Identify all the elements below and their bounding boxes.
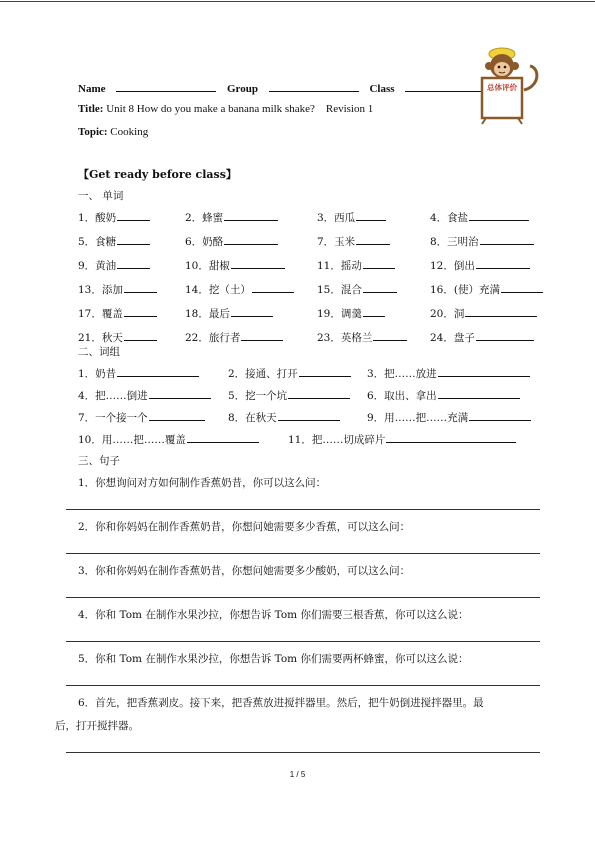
- question-text: 5．你和 Tom 在制作水果沙拉，你想告诉 Tom 你们需要两杯蜂蜜，你可以这么说：: [78, 653, 469, 665]
- vocab-item: [185, 330, 283, 345]
- question-6-line1: 6．首先，把香蕉剥皮。接下来，把香蕉放进搅拌器里。然后，把牛奶倒进搅拌器里。最: [78, 697, 484, 709]
- phrase-prompt: 7．一个接一个: [78, 412, 148, 424]
- monkey-evaluation-badge-icon: [472, 38, 542, 126]
- phrase-prompt: 3．把……放进: [367, 368, 437, 380]
- topic-value: Cooking: [110, 126, 149, 138]
- vocab-item: [78, 210, 150, 225]
- vocab-prompt: 9．黄油: [78, 260, 117, 272]
- vocab-prompt: 14．挖（土）: [185, 284, 251, 296]
- vocab-answer-blank[interactable]: [476, 258, 530, 269]
- vocab-prompt: 21．秋天: [78, 332, 123, 344]
- vocab-answer-blank[interactable]: [231, 306, 273, 317]
- vocab-item: [185, 282, 294, 297]
- vocab-prompt: 5．食糖: [78, 236, 117, 248]
- question-text: 1．你想询问对方如何制作香蕉奶昔，你可以这么问：: [78, 477, 327, 489]
- vocab-item: [430, 258, 530, 273]
- title-row: [78, 103, 373, 115]
- vocab-answer-blank[interactable]: [224, 234, 278, 245]
- group-field[interactable]: [269, 80, 359, 92]
- vocab-answer-blank[interactable]: [252, 282, 294, 293]
- answer-line[interactable]: [66, 641, 540, 642]
- answer-line-6[interactable]: [66, 752, 540, 753]
- phrase-item: [367, 366, 530, 381]
- vocab-prompt: 7．玉米: [317, 236, 356, 248]
- phrase-item: [367, 388, 520, 403]
- topic-row: [78, 126, 148, 138]
- phrase-item: [78, 432, 259, 447]
- phrase-answer-blank[interactable]: [117, 366, 199, 377]
- vocab-answer-blank[interactable]: [124, 306, 157, 317]
- answer-line[interactable]: [66, 685, 540, 686]
- phrase-answer-blank[interactable]: [149, 410, 205, 421]
- vocab-prompt: 12．倒出: [430, 260, 475, 272]
- phrase-prompt: 9．用……把……充满: [367, 412, 469, 424]
- vocab-answer-blank[interactable]: [465, 306, 537, 317]
- vocab-prompt: 19．调羹: [317, 308, 362, 320]
- vocab-answer-blank[interactable]: [356, 234, 390, 245]
- vocab-answer-blank[interactable]: [476, 330, 534, 341]
- vocab-answer-blank[interactable]: [373, 330, 407, 341]
- question-6-line2: 后，打开搅拌器。: [55, 720, 139, 732]
- top-border: [0, 1, 595, 2]
- vocab-item: [430, 234, 534, 249]
- phrase-answer-blank[interactable]: [288, 388, 350, 399]
- phrase-prompt: 5．挖一个坑: [228, 390, 288, 402]
- vocab-item: [317, 234, 390, 249]
- phrase-item: [228, 388, 350, 403]
- name-label: Name: [78, 83, 106, 95]
- vocab-item: [317, 330, 407, 345]
- part1-heading: 一、 单词: [78, 190, 124, 202]
- phrase-item: [78, 388, 211, 403]
- vocab-prompt: 17．覆盖: [78, 308, 123, 320]
- vocab-item: [78, 306, 157, 321]
- page-number: 1 / 5: [289, 770, 306, 779]
- vocab-item: [78, 258, 150, 273]
- vocab-item: [78, 282, 157, 297]
- phrase-answer-blank[interactable]: [149, 388, 211, 399]
- vocab-answer-blank[interactable]: [363, 306, 385, 317]
- vocab-item: [430, 210, 529, 225]
- vocab-item: [317, 258, 395, 273]
- phrase-item: [288, 432, 516, 447]
- vocab-item: [185, 306, 273, 321]
- part2-heading: 二、词组: [78, 346, 120, 358]
- vocab-answer-blank[interactable]: [124, 330, 157, 341]
- phrase-answer-blank[interactable]: [386, 432, 516, 443]
- group-label: Group: [227, 83, 258, 95]
- section-heading: 【Get ready before class】: [78, 168, 237, 181]
- question-text: 2．你和你妈妈在制作香蕉奶昔，你想问她需要多少香蕉，可以这么问：: [78, 521, 411, 533]
- phrase-prompt: 10．用……把……覆盖: [78, 434, 186, 446]
- vocab-item: [430, 282, 543, 297]
- phrase-item: [78, 410, 205, 425]
- vocab-prompt: 2．蜂蜜: [185, 212, 224, 224]
- vocab-prompt: 15．混合: [317, 284, 362, 296]
- vocab-prompt: 8．三明治: [430, 236, 479, 248]
- vocab-item: [78, 234, 150, 249]
- vocab-item: [78, 330, 157, 345]
- phrase-answer-blank[interactable]: [299, 366, 351, 377]
- vocab-answer-blank[interactable]: [363, 282, 397, 293]
- vocab-answer-blank[interactable]: [480, 234, 534, 245]
- vocab-answer-blank[interactable]: [117, 210, 150, 221]
- vocab-item: [185, 210, 278, 225]
- vocab-prompt: 22．旅行者: [185, 332, 241, 344]
- vocab-answer-blank[interactable]: [124, 282, 157, 293]
- class-label: Class: [369, 83, 395, 95]
- phrase-prompt: 8．在秋天: [228, 412, 277, 424]
- title-label: Title:: [78, 103, 104, 115]
- phrase-answer-blank[interactable]: [438, 388, 520, 399]
- vocab-prompt: 11．摇动: [317, 260, 362, 272]
- vocab-prompt: 3．西瓜: [317, 212, 356, 224]
- vocab-item: [185, 234, 278, 249]
- vocab-prompt: 23．英格兰: [317, 332, 373, 344]
- phrase-answer-blank[interactable]: [278, 410, 340, 421]
- vocab-answer-blank[interactable]: [117, 258, 150, 269]
- vocab-answer-blank[interactable]: [363, 258, 395, 269]
- vocab-item: [317, 282, 397, 297]
- phrase-prompt: 6．取出、拿出: [367, 390, 437, 402]
- vocab-item: [185, 258, 285, 273]
- vocab-answer-blank[interactable]: [241, 330, 283, 341]
- phrase-prompt: 11．把……切成碎片: [288, 434, 386, 446]
- vocab-prompt: 4．食盐: [430, 212, 469, 224]
- phrase-item: [367, 410, 531, 425]
- question-text: 4．你和 Tom 在制作水果沙拉，你想告诉 Tom 你们需要三根香蕉，你可以这么说：: [78, 609, 469, 621]
- phrase-item: [78, 366, 199, 381]
- badge-label: 总体评价: [487, 83, 517, 92]
- vocab-answer-blank[interactable]: [469, 210, 529, 221]
- phrase-item: [228, 366, 351, 381]
- phrase-prompt: 4．把……倒进: [78, 390, 148, 402]
- vocab-prompt: 20．洞: [430, 308, 465, 320]
- vocab-answer-blank[interactable]: [224, 210, 278, 221]
- phrase-prompt: 1．奶昔: [78, 368, 117, 380]
- phrase-answer-blank[interactable]: [469, 410, 531, 421]
- phrase-item: [228, 410, 340, 425]
- answer-line[interactable]: [66, 553, 540, 554]
- phrase-answer-blank[interactable]: [438, 366, 530, 377]
- phrase-answer-blank[interactable]: [187, 432, 259, 443]
- vocab-prompt: 18．最后: [185, 308, 230, 320]
- answer-line[interactable]: [66, 509, 540, 510]
- vocab-item: [430, 330, 534, 345]
- vocab-prompt: 24．盘子: [430, 332, 475, 344]
- vocab-prompt: 13．添加: [78, 284, 123, 296]
- vocab-prompt: 10．甜椒: [185, 260, 230, 272]
- vocab-item: [430, 306, 537, 321]
- name-field[interactable]: [116, 80, 216, 92]
- name-row: [78, 80, 487, 95]
- vocab-prompt: 1．酸奶: [78, 212, 117, 224]
- vocab-item: [317, 306, 385, 321]
- topic-label: Topic:: [78, 126, 108, 138]
- title-value: Unit 8 How do you make a banana milk shake? Revision 1: [106, 103, 374, 115]
- question-text: 3．你和你妈妈在制作香蕉奶昔，你想问她需要多少酸奶，可以这么问：: [78, 565, 411, 577]
- part3-heading: 三、句子: [78, 455, 120, 467]
- vocab-item: [317, 210, 386, 225]
- vocab-answer-blank[interactable]: [117, 234, 150, 245]
- phrase-prompt: 2．接通、打开: [228, 368, 298, 380]
- vocab-answer-blank[interactable]: [356, 210, 386, 221]
- answer-line[interactable]: [66, 597, 540, 598]
- vocab-prompt: 6．奶酪: [185, 236, 224, 248]
- vocab-answer-blank[interactable]: [501, 282, 543, 293]
- vocab-prompt: 16．(使）充满: [430, 284, 500, 296]
- vocab-answer-blank[interactable]: [231, 258, 285, 269]
